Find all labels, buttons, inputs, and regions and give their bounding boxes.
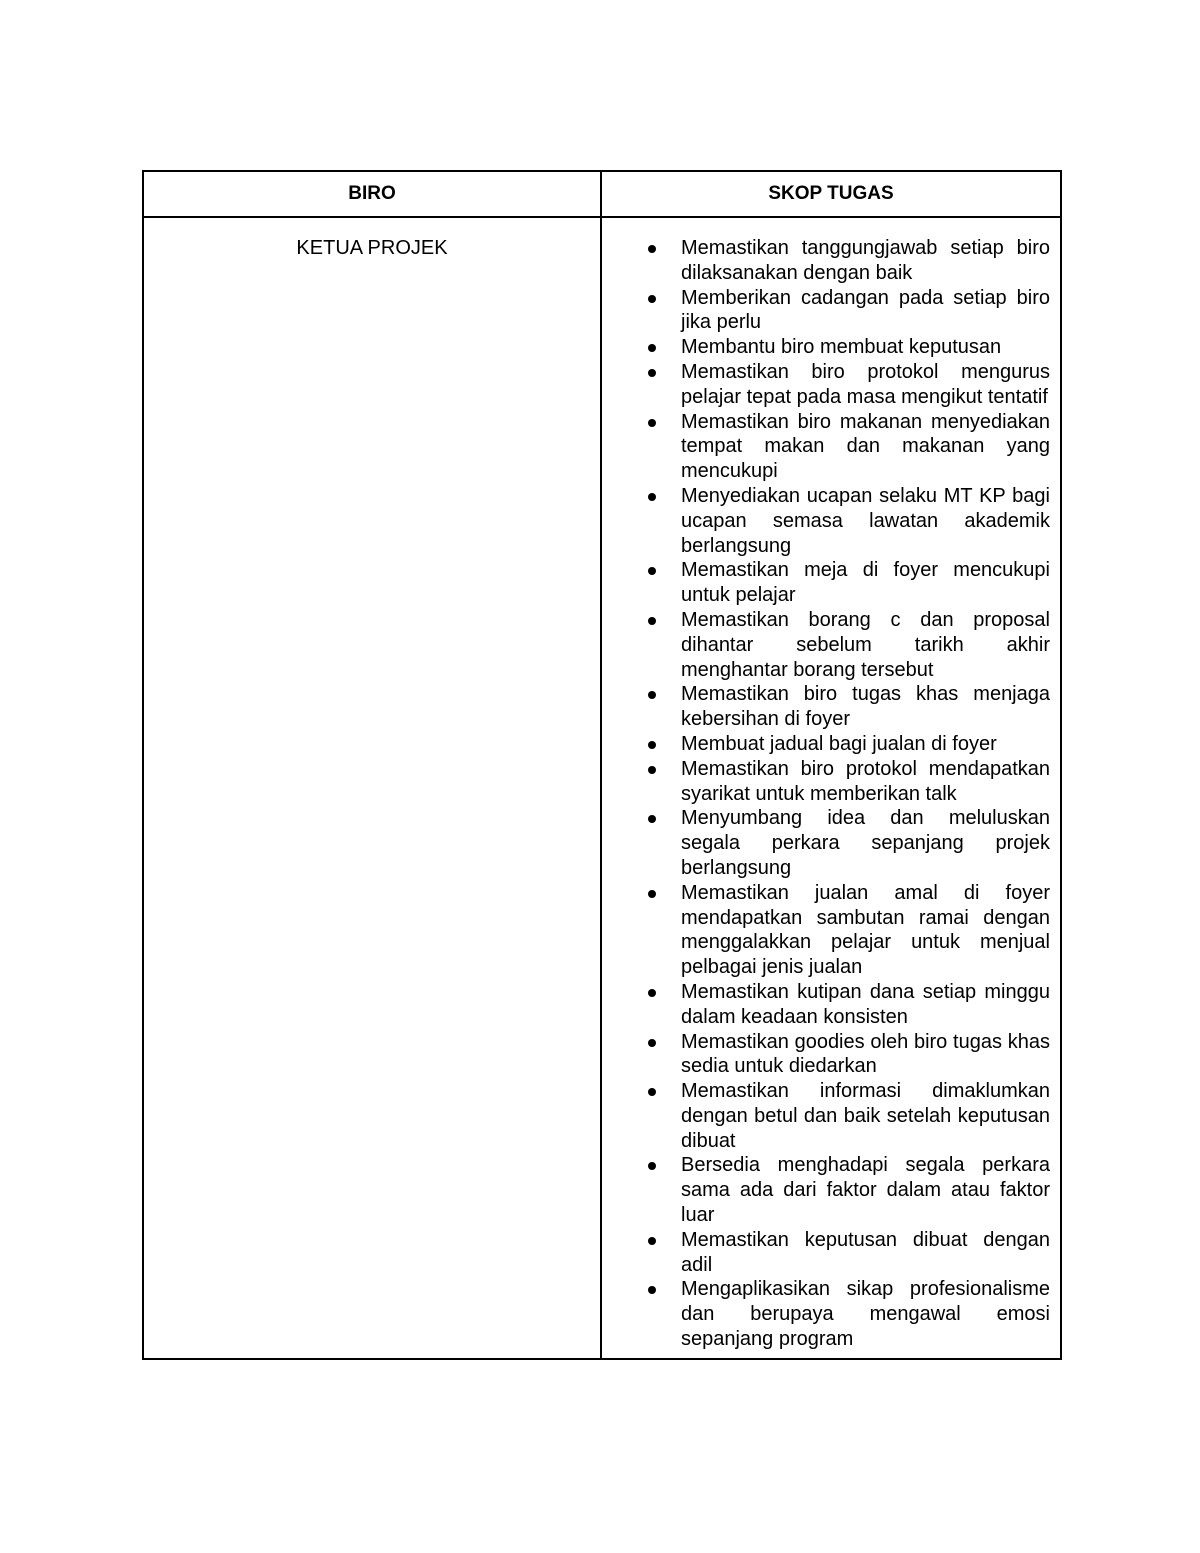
duty-text: Memastikan jualan amal di foyer mendapatkan sambutan ramai dengan menggalakkan pelajar untuk menjual pelbagai jenis jualan (681, 881, 1050, 979)
duty-text: Memberikan cadangan pada setiap biro jika perlu (681, 286, 1050, 334)
duty-item (602, 1277, 1050, 1351)
skop-tugas-cell (601, 217, 1061, 1359)
bullet-icon (648, 741, 656, 749)
duty-text: Memastikan tanggungjawab setiap biro dilaksanakan dengan baik (681, 237, 1050, 284)
duty-item (602, 806, 1050, 880)
duty-text: Memastikan borang c dan proposal dihantar sebelum tarikh akhir menghantar borang tersebut (681, 608, 1050, 681)
duty-text: Memastikan keputusan dibuat dengan adil (681, 1228, 1050, 1276)
bullet-icon (648, 1039, 656, 1047)
duty-item (602, 1153, 1050, 1227)
bullet-icon (648, 1286, 656, 1294)
duty-item (602, 236, 1050, 286)
bullet-icon (648, 617, 656, 625)
bullet-icon (648, 691, 656, 699)
duty-text: Membuat jadual bagi jualan di foyer (681, 732, 997, 755)
duty-item (602, 757, 1050, 807)
duty-item (602, 881, 1050, 980)
duty-item (602, 335, 1050, 360)
duty-text: Menyediakan ucapan selaku MT KP bagi ucapan semasa lawatan akademik berlangsung (681, 484, 1050, 557)
bullet-icon (648, 419, 656, 427)
duty-text: Membantu biro membuat keputusan (681, 336, 1002, 359)
duty-item (602, 286, 1050, 336)
biro-duties-table (142, 170, 1062, 1360)
duty-text: Mengaplikasikan sikap profesionalisme dan berupaya mengawal emosi sepanjang program (681, 1278, 1050, 1351)
duty-text: Memastikan goodies oleh biro tugas khas sedia untuk diedarkan (681, 1030, 1050, 1078)
bullet-icon (648, 1088, 656, 1096)
bullet-icon (648, 1162, 656, 1170)
duty-item (602, 1079, 1050, 1153)
biro-name-cell: KETUA PROJEK (143, 217, 601, 1359)
bullet-icon (648, 890, 656, 898)
bullet-icon (648, 245, 656, 253)
table-row (143, 217, 1061, 1359)
bullet-icon (648, 295, 656, 303)
bullet-icon (648, 766, 656, 774)
header-skop-tugas: SKOP TUGAS (601, 171, 1061, 217)
duty-list (602, 236, 1050, 1352)
duty-text: Memastikan biro protokol mendapatkan syarikat untuk memberikan talk (681, 757, 1050, 805)
duty-item (602, 608, 1050, 682)
bullet-icon (648, 369, 656, 377)
duty-text: Memastikan informasi dimaklumkan dengan betul dan baik setelah keputusan dibuat (681, 1080, 1050, 1152)
bullet-icon (648, 815, 656, 823)
duty-item (602, 1030, 1050, 1080)
bullet-icon (648, 567, 656, 575)
table-body (143, 217, 1061, 1359)
table-header (143, 171, 1061, 217)
bullet-icon (648, 344, 656, 352)
duty-item (602, 360, 1050, 410)
duty-text: Memastikan biro protokol mengurus pelajar tepat pada masa mengikut tentatif (681, 360, 1050, 408)
duty-item (602, 682, 1050, 732)
bullet-icon (648, 493, 656, 501)
duty-item (602, 558, 1050, 608)
duty-text: Memastikan kutipan dana setiap minggu dalam keadaan konsisten (681, 980, 1050, 1028)
duty-text: Memastikan biro tugas khas menjaga kebersihan di foyer (681, 683, 1050, 731)
duty-item (602, 1228, 1050, 1278)
duty-text: Memastikan biro makanan menyediakan tempat makan dan makanan yang mencukupi (681, 410, 1050, 483)
header-row (143, 171, 1061, 217)
duty-text: Menyumbang idea dan meluluskan segala perkara sepanjang projek berlangsung (681, 807, 1050, 879)
header-biro: BIRO (143, 171, 601, 217)
duty-item (602, 410, 1050, 484)
duty-text: Memastikan meja di foyer mencukupi untuk pelajar (681, 559, 1050, 607)
duty-text: Bersedia menghadapi segala perkara sama ada dari faktor dalam atau faktor luar (681, 1154, 1050, 1227)
bullet-icon (648, 1237, 656, 1245)
duty-item (602, 484, 1050, 558)
bullet-icon (648, 989, 656, 997)
duty-item (602, 980, 1050, 1030)
duty-item (602, 732, 1050, 757)
